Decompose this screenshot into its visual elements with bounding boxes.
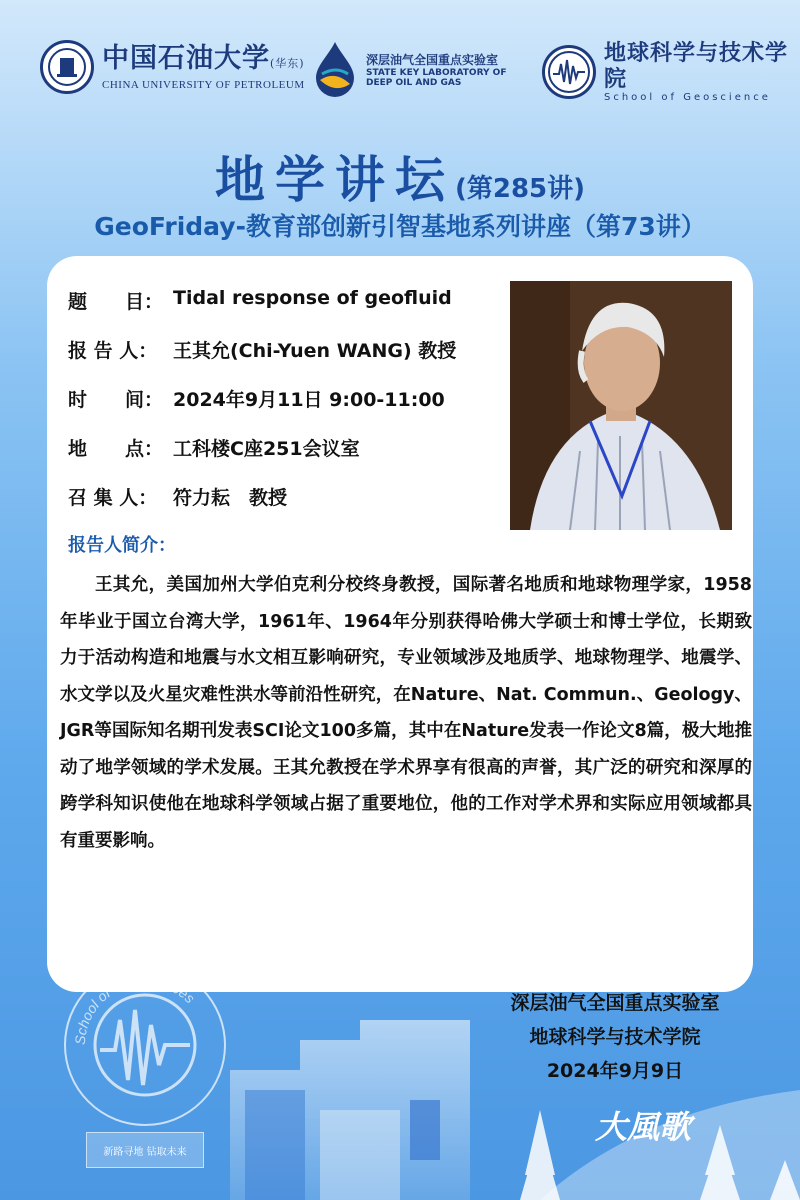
lab-logo [312,40,506,98]
cup-name-cn: 中国石油大学 [102,42,270,74]
info-value: 王其允(Chi-Yuen WANG) 教授 [173,340,457,362]
lecture-title [0,140,800,212]
info-topic [68,287,452,314]
info-convener [68,483,287,510]
bio-section-title: 报告人简介： [68,535,176,556]
cup-campus: (华东) [270,56,305,70]
watermark-ring-text: School of Geosciences [71,971,198,1046]
geosciences-watermark-icon [60,960,230,1130]
info-value: 符力耘 教授 [173,487,288,509]
cup-name-en: CHINA UNIVERSITY OF PETROLEUM [102,78,305,91]
info-value: 工科楼C座251会议室 [173,438,360,460]
lecture-issue: (第285讲) [454,174,586,204]
lab-name-en-1: STATE KEY LABORATORY OF [366,67,507,78]
motto-plaque [86,1132,204,1168]
geo-name-cn: 地球科学与技术学院 [604,40,789,92]
geo-logo [542,40,800,103]
header [0,0,800,130]
lecture-subtitle: GeoFriday-教育部创新引智基地系列讲座（第73讲） [94,212,706,241]
issue-date: 2024年9月9日 [546,1060,684,1082]
organizer-lab: 深层油气全国重点实验室 [510,992,720,1014]
cup-seal-icon [40,40,94,94]
info-label: 题 目： [68,291,164,313]
info-value: Tidal response of geofluid [173,287,452,309]
info-label: 召 集 人： [68,487,158,509]
info-speaker [68,336,456,363]
info-location [68,434,360,461]
calligraphy-text: 大風歌 [595,1108,692,1146]
geo-name-en: School of Geoscience [604,92,771,103]
motto-text: 新路寻地 钻取未来 [103,1146,187,1158]
info-time [68,385,445,412]
speaker-photo [510,281,732,530]
info-value: 2024年9月11日 9:00-11:00 [173,389,445,411]
organizer-school: 地球科学与技术学院 [529,1026,701,1048]
info-label: 地 点： [68,438,164,460]
lab-name-cn: 深层油气全国重点实验室 [366,52,499,67]
drop-icon [312,40,358,98]
cup-logo [40,40,305,94]
geo-seal-icon [542,45,596,99]
speaker-bio: 王其允，美国加州大学伯克利分校终身教授，国际著名地质和地球物理学家，1958年毕业于国立台湾大学，1961年、1964年分别获得哈佛大学硕士和博士学位，长期致力于活动构造和地震与水文相互影响研究，专业领域涉及地质学、地球物理学、地震学、水文学以及火星灾难性洪水等前沿性研究，在Nature、Nat. Commun.、Geology、JGR等国际知名期刊发表SCI论文100多篇，其中在Nature发表一作论文8篇，极大地推动了地学领域的学术发展。王其允教授在学术界享有很高的声誉，其广泛的研究和深厚的跨学科知识使他在地球科学领域占据了重要地位，他的工作对学术界和实际应用领域都具有重要影响。 [60,575,752,851]
info-label: 时 间： [68,389,164,411]
info-label: 报 告 人： [68,340,158,362]
lecture-series-name: 地学讲坛 [214,151,455,209]
lab-name-en-2: DEEP OIL AND GAS [366,77,462,88]
